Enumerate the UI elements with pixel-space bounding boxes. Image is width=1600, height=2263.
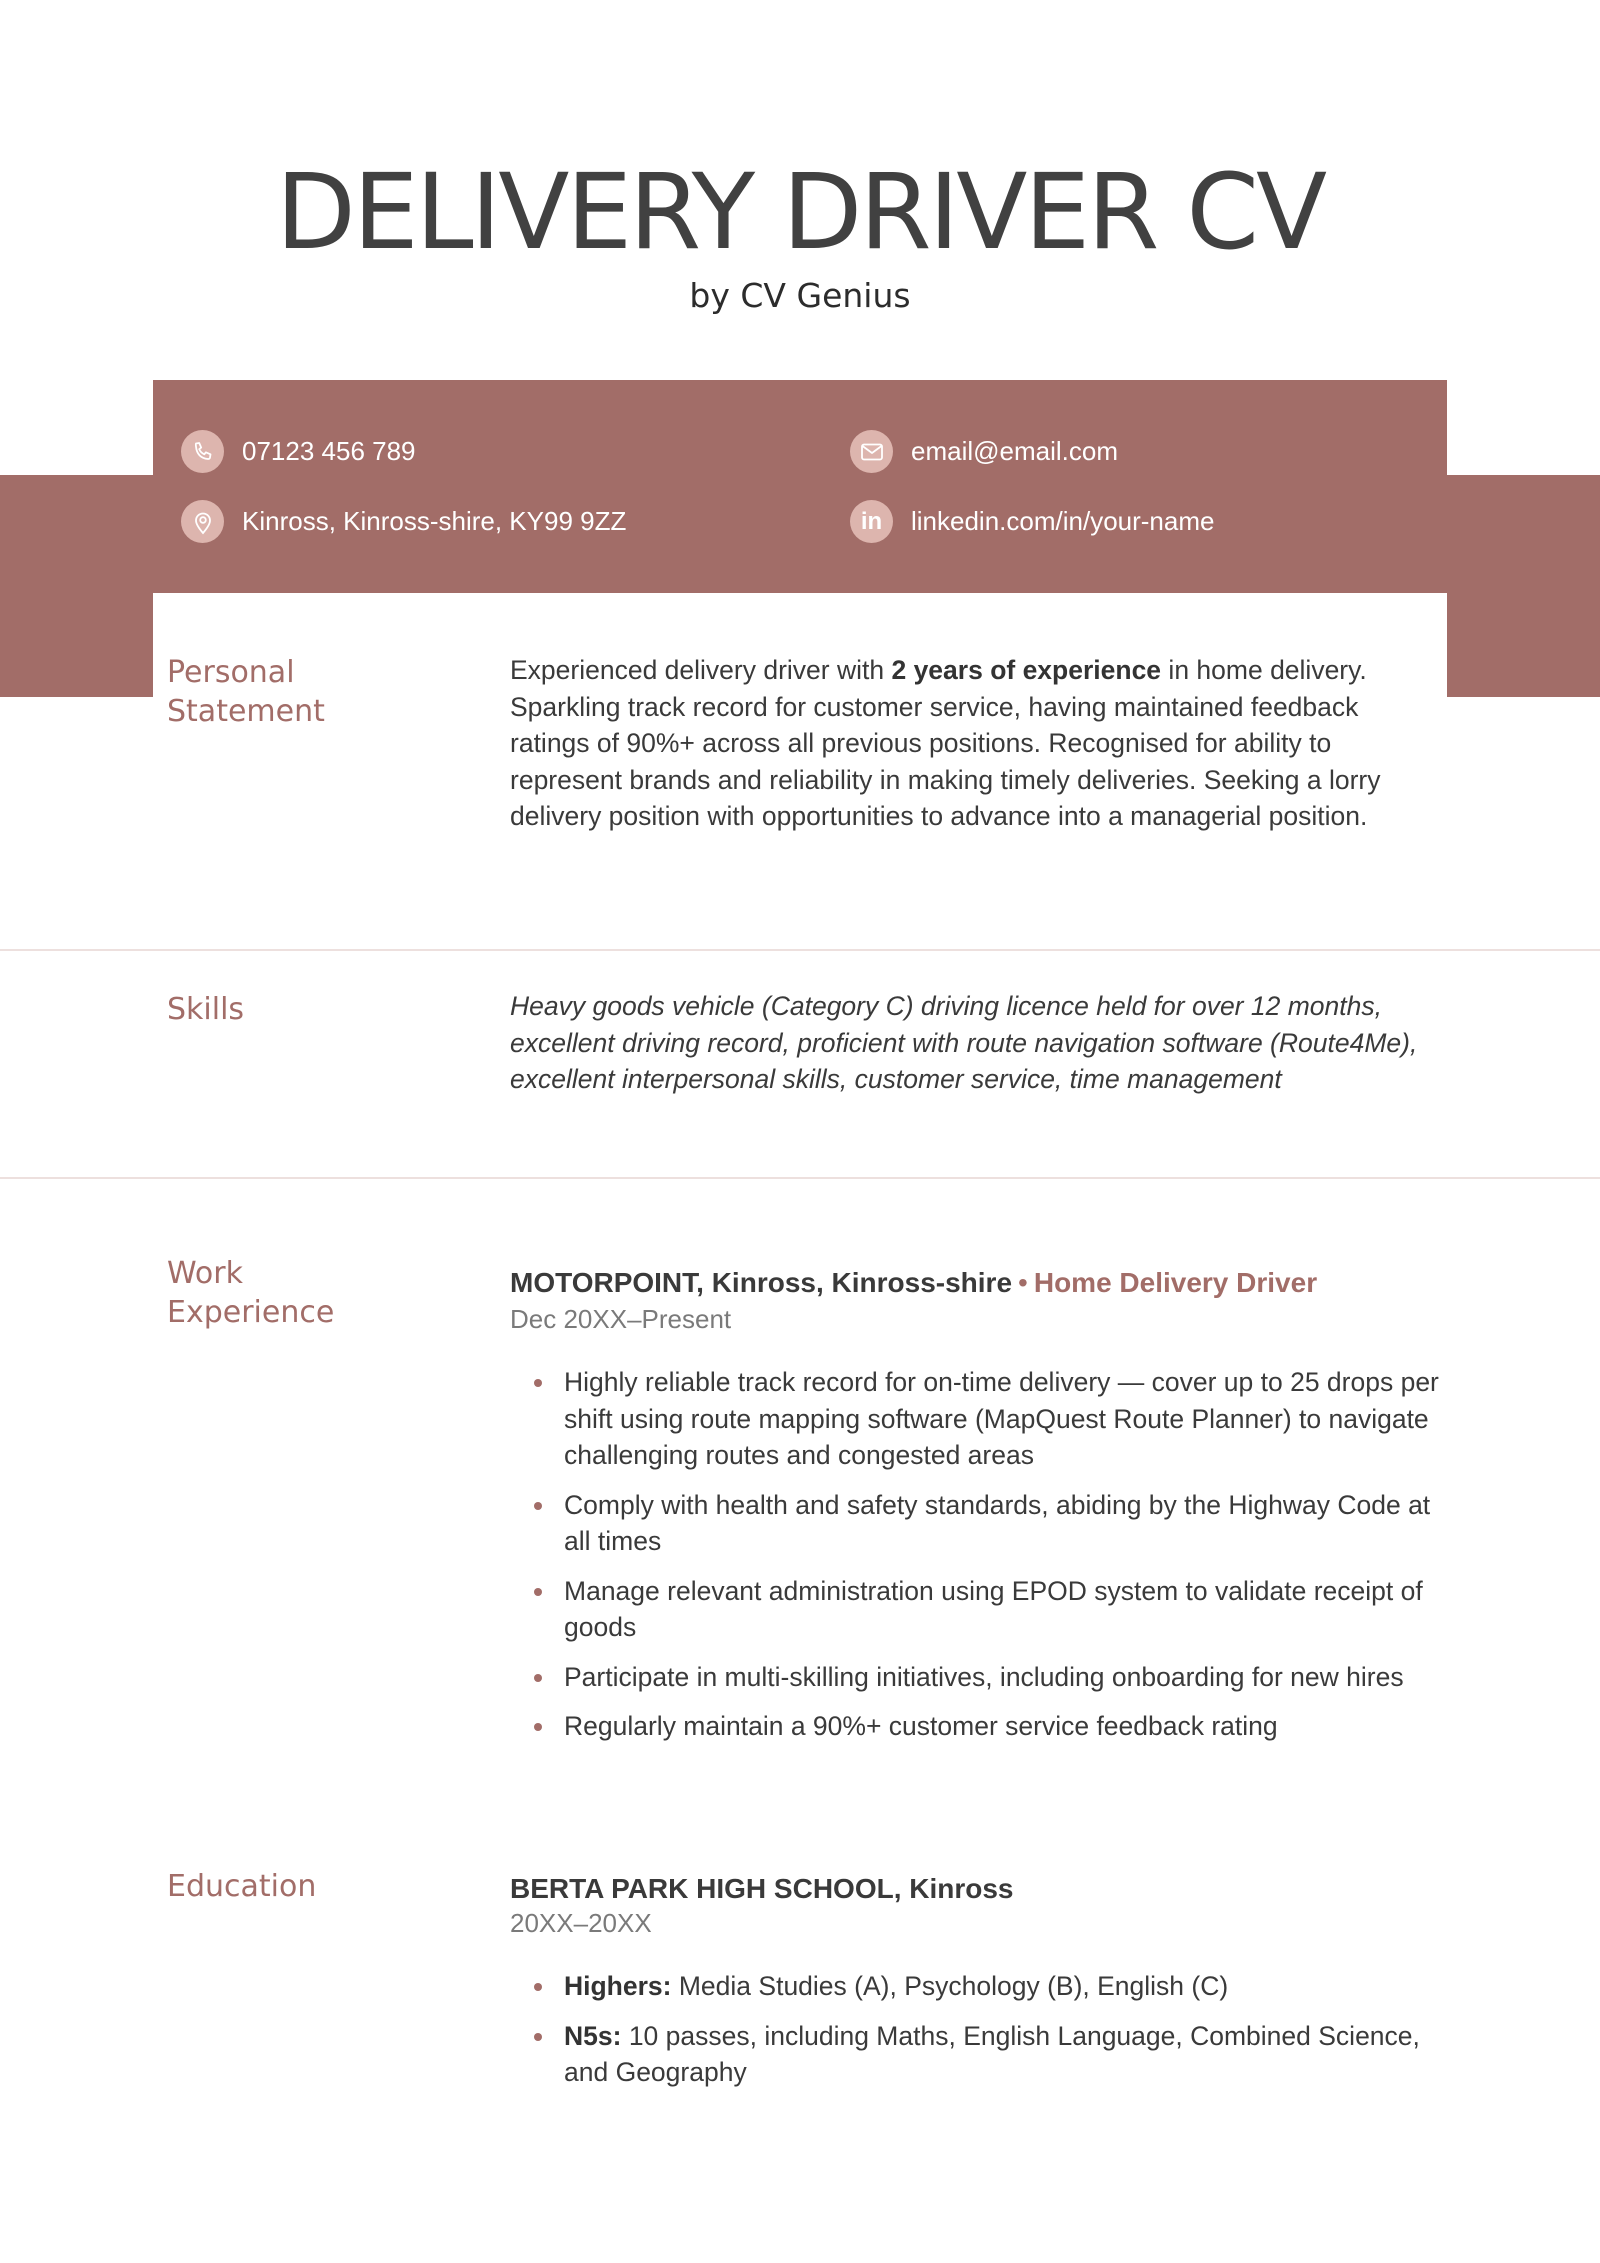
envelope-icon [850,430,893,473]
education-dates: 20XX–20XX [510,1908,652,1938]
section-divider [0,1177,1600,1179]
header-band-right [1447,475,1600,697]
list-item: N5s: 10 passes, including Maths, English Language, Combined Science, and Geography [510,2018,1440,2091]
job-dates: Dec 20XX–Present [510,1304,732,1334]
list-item: Manage relevant administration using EPOD system to validate receipt of goods [510,1573,1440,1646]
contact-location [181,500,626,543]
school-name: BERTA PARK HIGH SCHOOL, Kinross [510,1873,1014,1904]
phone-number: 07123 456 789 [242,436,416,466]
job-role: Home Delivery Driver [1033,1267,1318,1298]
contact-phone[interactable] [181,430,416,473]
header-band-left [0,475,153,697]
personal-statement-text: Experienced delivery driver with 2 years of experience in home delivery. Sparkling track record for customer service, having maintained feedback ratings of 90%+ across all previous positions. Recognised for ability to represent brands and reliability in making timely deliveries. Seeking a lorry delivery position with opportunities to advance into a managerial position. [510,655,1381,831]
job-entry [510,1264,1440,1758]
contact-band [153,380,1447,593]
contact-email[interactable] [850,430,1118,473]
job-employer: MOTORPOINT, Kinross, Kinross-shire [510,1267,1013,1298]
job-bullets [510,1364,1440,1745]
section-heading-personal-statement: Personal Statement [167,655,325,729]
location-text: Kinross, Kinross-shire, KY99 9ZZ [242,506,627,536]
section-heading-work-experience: Work Experience [167,1256,335,1330]
skills-text: Heavy goods vehicle (Category C) driving licence held for over 12 months, excellent driving record, proficient with route navigation software (Route4Me), excellent interpersonal skills, customer service, time management [510,991,1418,1094]
list-item: Comply with health and safety standards, abiding by the Highway Code at all times [510,1487,1440,1560]
section-divider [0,949,1600,951]
phone-icon [181,430,224,473]
job-separator: • [1018,1267,1028,1298]
job-heading [510,1264,1440,1302]
page-title: DELIVERY DRIVER CV [275,151,1325,273]
list-item: Participate in multi-skilling initiatives, including onboarding for new hires [510,1659,1440,1696]
section-heading-education: Education [167,1869,317,1904]
list-item: Highly reliable track record for on-time delivery — cover up to 25 drops per shift using route mapping software (MapQuest Route Planner) to navigate challenging routes and congested areas [510,1364,1440,1474]
education-entry [510,1870,1440,2104]
section-heading-skills: Skills [167,992,245,1027]
list-item: Highers: Media Studies (A), Psychology (B), English (C) [510,1968,1440,2005]
list-item: Regularly maintain a 90%+ customer service feedback rating [510,1708,1440,1745]
email-link[interactable]: email@email.com [911,436,1118,466]
education-bullets [510,1968,1440,2091]
location-pin-icon [181,500,224,543]
linkedin-icon: in [850,500,893,543]
linkedin-link[interactable]: linkedin.com/in/your-name [911,506,1215,536]
contact-linkedin[interactable] [850,500,1214,543]
page-subtitle: by CV Genius [689,276,911,315]
